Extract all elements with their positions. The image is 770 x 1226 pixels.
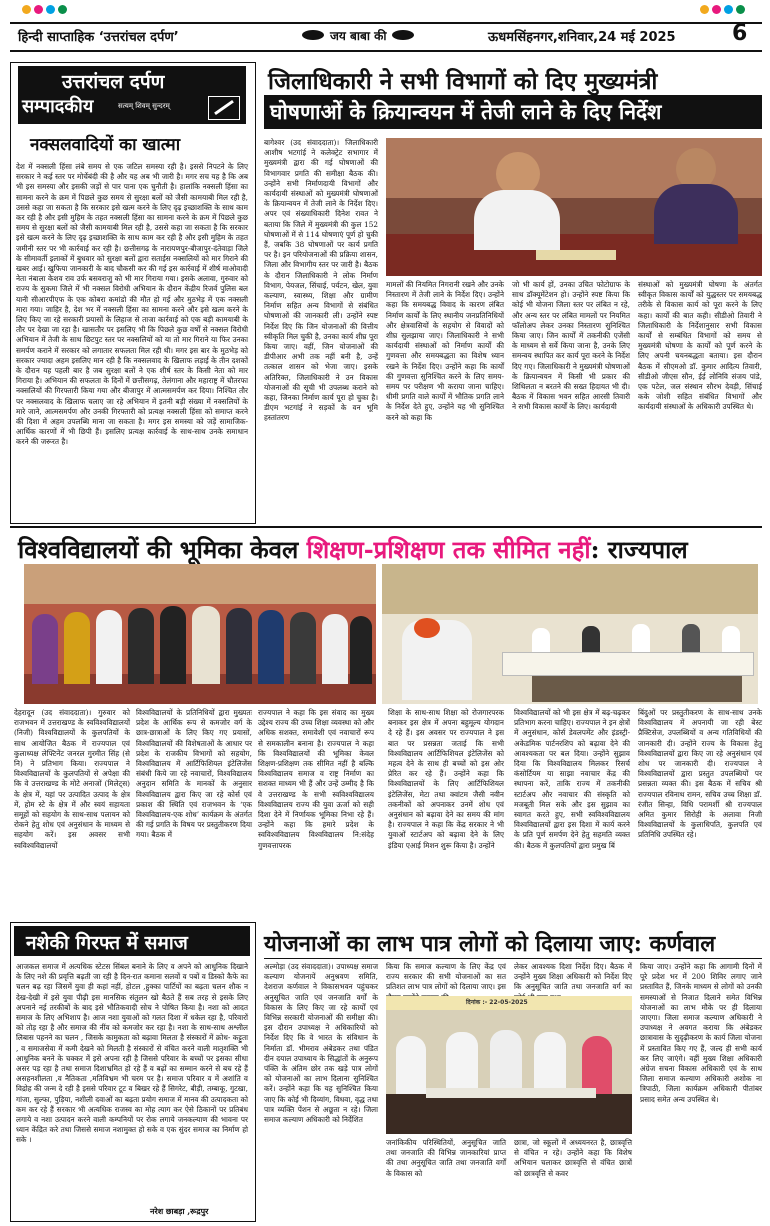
person xyxy=(128,608,154,684)
story2-headline-pink: शिक्षण-प्रशिक्षण तक सीमित नहीं xyxy=(306,535,591,564)
leaf-icon xyxy=(392,30,414,40)
person xyxy=(722,626,740,652)
story4-col2: किया कि समाज कल्याण के लिए केंद्र एवं राज्य सरकार की सभी योजनाओं का सत प्रतिशत लाभ पात्र लोगों को दिलाया जाए। इस xyxy=(386,962,506,992)
person xyxy=(290,612,316,684)
divider xyxy=(264,958,762,959)
story1-col4: संस्थाओं को मुख्यमंत्री घोषणा के अंतर्गत स्वीकृत विकास कार्यों को युद्धस्तर पर समयबद्ध तरीके से विकास कार्य को पूरा करने के लिए कहा। कार्यों की बात कही। सीडीओ तिवारी ने जिलाधिकारी के निर्देशानुसार सभी विकास कार्यों से सम्बंधित विभागों को समय से मुख्यमंत्री घोषणा के कार्यों को पूर्ण करने के लिए अपनी चयनबद्धता बताया। इस दौरान बैठक में सीएमओ डॉ. कुमार आदित्य तिवारी, सीडीओ जीएस सौन, ईई लोनिवि संजय पांडे, एक पटेल, जल संस्थान सौरभ देवड़ी, सिंचाई कके जोशी सहित संबंधित विभागों और कार्यदायी संस्थाओं के अधिकारी उपस्थित थे। xyxy=(638,280,762,412)
divider xyxy=(10,526,762,528)
masthead-center-text: जय बाबा की xyxy=(330,29,387,43)
story4-col4: किया जाए। उन्होंने कहा कि आगामी दिनों में पूरे प्रदेश भर में 200 शिविर लगाए जाने प्रस्तावित हैं, जिनके माध्यम से लोगों को उनकी समस्याओं से निजात दिलाने समेत विभिन्न योजनाओं का लाभ मौके पर ही दिलाया जाएगा। जिला समाज कल्याण अधिकारी ने उपाध्यक्ष ने अवगत कराया कि अंबेडकर छात्रावास के सुदृढ़ीकरण के कार्य जिला योजना में प्रस्तावित किए गए हैं, जल्द ही सभी कार्य कर लिए जाएंगे। वहीं मुख्य शिक्षा अधिकारी अंग्रेज सचना विकास अधिकारी एवं के साथ जिला समाज कल्याण अधिकारी अशोक ना त्रिपाठी, जिला कार्यक्रम अधिकारी पीतांबर प्रसाद समेत अन्य उपस्थित थे। xyxy=(640,962,762,1104)
editorial-label: सम्पादकीय xyxy=(22,96,94,117)
person xyxy=(96,610,122,684)
color-dot xyxy=(712,5,721,14)
color-dot xyxy=(22,5,31,14)
story2-headline xyxy=(18,533,762,566)
person xyxy=(350,616,372,684)
story2-col2: विश्वविद्यालयों के प्रतिनिधियों द्वारा मुख्यतः प्रदेश के आर्थिक रूप से कमजोर वर्ग के छात्र-छात्राओं के लिए किए गए प्रयासों, विश्वविद्यालयों की विशेषताओं के आधार पर प्रदेश के राजकीय विभागों को सहयोग, विश्वविद्यालय में आर्टिफिशियल इंटेलिजेंस संबंधी किये जा रहे नवाचारों, विश्वविद्यालय अनुदान समिति के मानकों के अनुसार विश्वविद्यालय द्वारा किए जा रहे कोर्स एवं प्रकाश की स्थिति एवं राजभवन के ‘एक विश्वविद्यालय-एक शोध’ कार्यक्रम के अंतर्गत की गई प्रगति के विषय पर प्रस्तुतीकरण दिया गया। बैठक में xyxy=(136,708,252,840)
color-dot xyxy=(58,5,67,14)
story4-col3b: छात्रा, जो स्कूलों में अध्ययनरत है, छात्रवृत्ति से वंचित न रहे। उन्होंने कहा कि विशेष अभियान चलाकर छात्रवृत्ति से वंचित छात्रों को छात्रवृत्ति से कवर xyxy=(514,1138,632,1178)
person xyxy=(654,184,738,244)
person xyxy=(64,612,90,684)
story3-body: आजकल समाज में अत्यधिक स्टेटस सिंबल बनाने के लिए व अपने को आधुनिक दिखाने के लिए नशे की प्रवृत्ति बढ़ती जा रही है दिन-रात कमाना सलवों व पबों व डिस्को कैफे का चलन बढ़ रहा जिसमें युवा ही कहां नहीं, होटल ,हुक्का पार्टियों का बढ़ता चलन शौक न देख-देखी में इसे युवा पीढ़ी इस मानसिक संतुलन खो बैठते हैं सब तरह से इसके लिए अपनाने नई तरकीबों के बाद इसे भौतिकवादी सोच ने पोषित किया है। नशा को आदत समाज के लिए अभिशाप है। आज नशा युवाओं को गलत दिशा में धकेल रहा है, परिवारों को तोड़ रहा है और समाज की नींव को कमजोर कर रहा है। नशा के साथ-साथ अश्लील लिबास पहनने का चलन , जिसके कामुकता को बढ़ावा मिलता है संस्कारों में क्रोध- कट्टुता , व समाजसेवा में कमी देखने को मिलती है संस्कारों से वंचित करने वाली मातृशक्ति भी आधुनिक बनने के चक्कर में इसे अपना रही है जिससे परिवार के बच्चों पर इसका सीधा असर पड़ रहा है तथा समाज दिशाभ्रमित हो रहे हैं व बढ़ों का सम्मान करने से बच रहे हैं असहनशीलता ,व नैतिकता ,मतिविभ्रम भी चरम पर है। समाज परिवार व में अशांति व विद्रोह की जन्म दे रही है इससे परिवार टूट व बिखर रहे हैं सिगरेट, बीड़ी, तम्बाकू, गुटखा, गांजा, सुल्फा, पुड़िया, नशीली दवाओं का बढ़ता प्रयोग समाज में मानव की उत्पादकता को कम कर रहे हैं सरकार भी अत्यधिक राजस्व का मोह त्याग कर ऐसे ठिकानों पर प्रतिबंध लगाये व नशा उत्पादन करने वाली कम्पनियों पर रोक लगाये जनकल्याण की भावना पर ध्यान केंद्रित करे तथा जिससे समाज नशामुक्त हो सके व एक सुंदर समाज का निर्माण हो सके । xyxy=(16,962,248,1145)
person xyxy=(32,614,58,684)
story1-headline-line2: घोषणाओं के क्रियान्वयन में तेजी लाने के दिए निर्देश xyxy=(270,99,662,124)
person xyxy=(534,1032,566,1096)
story2-col3: राज्यपाल ने कहा कि इस संवाद का मुख्य उद्देश्य राज्य की उच्च शिक्षा व्यवस्था को और अधिक सशक्त, समावेशी एवं नवाचारों रूप से समकालीन बनाना है। राज्यपाल ने कहा कि विश्वविद्यालयों की भूमिका केवल शिक्षण-प्रशिक्षण तक सीमित नहीं है बल्कि विश्वविद्यालय समाज व राष्ट्र निर्माण का सशक्त माध्यम भी हैं और उन्हें उम्मीद है कि वे उत्तराखण्ड के सभी स्वविश्वविद्यालय विश्वविद्यालय राज्य की युवा ऊर्जा को सही दिशा देने में निर्णायक भूमिका निभा रहे हैं। उन्होंने कहा कि हमारे प्रदेश के स्वविश्वविद्यालय विश्वविद्यालय नि:संदेह गुणवत्तापरक xyxy=(258,708,374,850)
story3-byline: नरेश छाबड़ा ,रूद्रपुर xyxy=(150,1206,209,1216)
person xyxy=(582,626,600,652)
story4-col3: लेकर आवश्यक दिशा निर्देश दिए। बैठक में उन्होंने मुख्य शिक्षा अधिकारी को निर्देश दिए कि अनुसूचित जाति तथा जनजाति वर्ग का xyxy=(514,962,632,992)
story2-headline-black: विश्वविद्यालयों की भूमिका केवल xyxy=(18,535,307,564)
masthead-right: ऊधमसिंहनगर,शनिवार,24 मई 2025 xyxy=(488,30,676,45)
story2-photo-group xyxy=(24,564,376,704)
person xyxy=(446,1032,478,1096)
story4-photo xyxy=(386,996,632,1134)
paper-name: उत्तरांचल दर्पण xyxy=(62,71,165,93)
story2-headline-end: : राज्यपाल xyxy=(590,535,688,564)
person xyxy=(322,614,348,684)
pen-icon xyxy=(208,96,240,120)
story4-banner-text: दिनांक :- 22-05-2025 xyxy=(466,999,528,1006)
person xyxy=(682,624,700,652)
color-dot xyxy=(700,5,709,14)
person xyxy=(414,618,440,638)
person xyxy=(226,608,252,684)
story2-col1: देहरादून (उद संवाददाता)। गुरुवार को राजभवन में उत्तराखण्ड के स्वविश्वविद्यालयों (निजी) विश्वविद्यालयों के कुलपतियों के साथ आयोजित बैठक में राज्यपाल एवं कुलाध्यक्ष लेफ्टिनेंट जनरल गुरमीत सिंह (से नि) ने प्रतिभाग किया। राज्यपाल ने विश्वविद्यालयों के कुलपतियों से अपेक्षा की कि वे उत्तराखण्ड के मोटे अनाजों (मिलेट्स) के क्षेत्र में, यहां पर उत्पादित उत्पाद के क्षेत्र में, होम स्टे के क्षेत्र में और स्वयं सहायता समूहों को सहयोग के साथ-साथ पलायन को रोकने हेतु शोध एवं अनुसंधान के माध्यम से सहयोग करें। इस अवसर सभी स्वविश्वविद्यालयों xyxy=(14,708,130,850)
color-dot xyxy=(34,5,43,14)
editorial-title: नक्सलवादियों का खात्मा xyxy=(30,135,181,155)
person xyxy=(490,1030,522,1096)
masthead-left: हिन्दी साप्ताहिक ‘उत्तरांचल दर्पण’ xyxy=(18,30,179,45)
person xyxy=(632,624,650,652)
masthead-center xyxy=(302,27,414,44)
person xyxy=(474,190,560,250)
story3-headline: नशेकी गिरफ्त में समाज xyxy=(26,932,188,954)
editorial-motto: सत्यम् शिवम् सुन्दरम् xyxy=(118,102,170,110)
person xyxy=(396,1036,426,1096)
story1-col2: मामलों की नियमित निगरानी रखने और उनके निस्तारण में तेजी लाने के निर्देश दिए। उन्होंने कहा कि समयबद्ध विवाद के कारण लंबित निर्माण कार्यों के लिए स्थानीय जनप्रतिनिधियों और क्षेत्रवासियों के सहयोग से विवादों को शीघ्र सुलझाया जाए। जिलाधिकारी ने सभी कार्यदायी संस्थाओं को निर्माण कार्यों की गुणवत्ता और समयबद्धता का विशेष ध्यान रखने के निर्देश दिए। उन्होंने कहा कि कार्यों की गुणवत्ता सुनिश्चित करने के लिए समय-समय पर परीक्षण भी कराया जाना चाहिए। धीमी प्रगति वाले कार्यों में भौतिक प्रगति लाने के निर्देश देते हुए, उन्होंने यह भी सुनिश्चित करने को कहा कि xyxy=(386,280,504,422)
color-dot xyxy=(46,5,55,14)
story2-col5: विश्वविद्यालयों को भी इस क्षेत्र में बढ़-चढ़कर प्रतिभाग करना चाहिए। राज्यपाल ने इन क्षेत्रों में अनुसंधान, कोर्स डेवलपमेंट और इंडस्ट्री-अकेडमिक पार्टनरशिप को बढ़ावा देने की आवश्यकता पर बल दिया। उन्होंने सुझाव दिया कि विश्वविद्यालय मिलकर रिसर्च कंसोर्टियम या साझा नवाचार केंद्र की स्थापना करें, ताकि राज्य में तकनीकी स्टार्टअप और नवाचार की संस्कृति को मजबूती मिल सके और इस सुझाव का स्वागत करते हुए, सभी स्वविश्वविद्यालय विश्वविद्यालयों द्वारा इस दिशा में कार्य करने के प्रति पूर्ण समर्पण देने हेतु सहमति व्यक्त की। बैठक में कुलपतियों द्वारा प्रमुख बिं xyxy=(514,708,630,850)
story4-col1: अल्मोड़ा (उद संवाददाता)। उपाध्यक्ष समाज कल्याण योजनायें अनुश्रवण समिति, देशराज कर्णवाल ने विकासभवन पहुंचकर अनुसूचित जाति एवं जनजाति वर्गों के विकास के लिए किए जा रहे कार्यों एवं विभिन्न सरकारी योजनाओं की समीक्षा की। इस दौरान उपाध्यक्ष ने अधिकारियों को निर्देश दिए कि वे भारत के संविधान के निर्माता डॉ. भीमराव अंबेडकर तथा पंडित दीन दयाल उपाध्याय के सिद्धांतों के अनुरूप पंक्ति के अंतिम छोर तक खड़े पात्र लोगों को योजनाओं का लाभ दिलाना सुनिश्चित करें। उन्होंने कहा कि यह सुनिश्चित किया जाए कि कोई भी दिव्यांग, विधवा, वृद्ध तथा पात्र व्यक्ति पेंशन से अछूता न रहे। जिला समाज कल्याण अधिकारी को निर्देशित xyxy=(264,962,378,1125)
color-dot xyxy=(736,5,745,14)
person xyxy=(532,628,550,652)
story2-photo-meeting xyxy=(382,564,758,704)
page-number: 6 xyxy=(732,21,748,46)
person xyxy=(258,610,284,684)
person xyxy=(160,606,186,684)
story1-col3: जो भी कार्य हों, उनका उचित फोटोग्राफ के साथ डॉक्यूमेंटेशन हो। उन्होंने स्पष्ट किया कि कोई भी योजना जिला स्तर पर लंबित न रहे, और अन्य स्तर पर लंबित मामलों पर नियमित फॉलोअप लेकर उनका निस्तारण सुनिश्चित किया जाए। जिन कार्यों में तकनीकी एजेंसी के माध्यम से सर्वे किया जाना है, उनके लिए समन्वय स्थापित कर कार्य पूरा करने के निर्देश दिए गए। जिलाधिकारी ने मुख्यमंत्री घोषणाओं के क्रियान्वयन में किसी भी प्रकार की शिथिलता न बरतने की सख्त हिदायत भी दी। बैठक में विकास भवन सहित आरसी तिवारी ने सभी विकास कार्यों के लिए। कार्यदायी xyxy=(512,280,630,412)
color-dot xyxy=(724,5,733,14)
masthead xyxy=(10,22,762,52)
story1-headline-line1: जिलाधिकारी ने सभी विभागों को दिए मुख्यमंत्री xyxy=(268,68,658,95)
story4-headline: योजनाओं का लाभ पात्र लोगों को दिलाया जाए: कर्णवाल xyxy=(264,931,716,957)
story2-col4: शिक्षा के साथ-साथ शिक्षा को रोजगारपरक बनाकर इस क्षेत्र में अपना बहुमूल्य योगदान दे रहे हैं। इस अवसर पर राज्यपाल ने इस बात पर प्रसन्नता जताई कि सभी विश्वविद्यालय आर्टिफिशियल इंटेलिजेंस को महत्व देने के साथ ही बच्चों को इस ओर प्रेरित कर रहे हैं। उन्होंने कहा कि विश्वविद्यालयों के लिए आर्टिफिशियल इंटेलिजेंस, मेटा तथा क्वांटम जैसी नवीन तकनीकों को अपनाकर उनमें शोध एवं अनुसंधान को बढ़ावा देने का समय की मांग है। राज्यपाल ने कहा कि केंद्र सरकार ने भी युवाओं स्टार्टअप को बढ़ावा देने के लिए इंडिया एआई मिशन शुरू किया है। उन्होंने xyxy=(388,708,504,850)
leaf-icon xyxy=(302,30,324,40)
person xyxy=(192,606,220,684)
story4-col2b: जनांकिकीय परिस्थितियों, अनुसूचित जाति तथा जनजाति की विभिन्न जानकारियां प्राप्त की तथा अनुसूचित जाति तथा जनजाति वर्गों के विकास को xyxy=(386,1138,506,1178)
story1-col1: बागेश्वर (उद संवाददाता)। जिलाधिकारी आशीष भटगांई ने कलेक्ट्रेट सभागार में मुख्यमंत्री द्वारा की गई घोषणाओं की विभागवार प्रगति की समीक्षा बैठक की। उन्होंने सभी निर्माणदायी विभागों और कार्यदायी संस्थाओं को मुख्यमंत्री घोषणाओं के क्रियान्वयन में तेजी लाने के निर्देश दिए। अपर एवं संख्याधिकारी दिनेश रावत ने बताया कि जिले में मुख्यमंत्री की कुल 152 घोषणाओं में से 114 घोषणाएं पूर्ण हो चुकी हैं, जबकि 38 घोषणाओं पर कार्य प्रगति पर है। इन परियोजनाओं की प्रक्रिया शासन, जिला और विभागीय स्तर पर जारी है। बैठक के दौरान जिलाधिकारी ने लोक निर्माण विभाग, पेयजल, सिंचाई, पर्यटन, खेल, युवा कल्याण, स्वास्थ्य, शिक्षा और ग्रामीण निर्माण सहित अन्य विभागों से संबंधित घोषणाओं की जानकारी ली। उन्होंने स्पष्ट निर्देश दिए कि जिन योजनाओं की वित्तीय स्वीकृति मिल चुकी है, उनका कार्य शीघ्र पूरा किया जाए। वहीं, जिन योजनाओं की डीपीआर अभी तक नहीं बनी है, उन्हें तत्काल शासन को भेजा जाए। इसके अतिरिक्त, जिलाधिकारी ने उन विकास योजनाओं की सूची भी उपलब्ध कराने को कहा, जिनका निर्माण कार्य पूरा हो चुका है। डीएम भटगांई ने सड़कों के वन भूमि हस्तांतरण xyxy=(264,138,378,423)
story1-photo xyxy=(386,138,762,276)
story2-col6: बिंदुओं पर प्रस्तुतीकरण के साथ-साथ उनके विश्वविद्यालय में अपनायी जा रही बेस्ट प्रैक्टिसेज, उपलब्धियों व अन्य गतिविधियों की जानकारी दी। उन्होंने राज्य के विकास हेतु विश्वविद्यालयों द्वारा किए जा रहे अनुसंधान एवं शोध पर जानकारी दी। राज्यपाल ने विश्वविद्यालयों द्वारा प्रस्तुत उपलब्धियों पर प्रसन्नता व्यक्त की। इस बैठक में सचिव श्री राज्यपाल रविनाथ रामन, सचिव उच्च शिक्षा डॉ. रंजीत सिन्हा, विधि परामर्शी श्री राज्यपाल अमित कुमार सिरोही के अलावा निजी विश्वविद्यालयों के कुलाधिपति, कुलपति एवं प्रतिनिधि उपस्थित रहे। xyxy=(638,708,762,840)
editorial-body: देश में नक्सली हिंसा लंबे समय से एक जटिल समस्या रही है। इससे निपटने के लिए सरकार ने कई स्तर पर मोर्चेबंदी की है और यह अब भी जारी है। मगर सच यह है कि अब भी इस समस्या और इसकी जड़ों से पार पाना एक चुनौती है। हालांकि नक्सली हिंसा का सामना करने के क्रम में पिछले कुछ समय से सुरक्षा बलों को जैसी कामयाबी मिल रही है, उससे कहा जा सकता है कि सरकार इसे खत्म करने के लिए दृढ़ इच्छाशक्ति के साथ काम कर रही है और इसी मुहिम के तहत नक्सली हिंसा का सामना करने के क्रम में पिछले कुछ समय से सुरक्षा बलों को जैसी कामयाबी मिल रही है, उससे कहा जा सकता है कि सरकार इसे खत्म करने के लिए दृढ़ इच्छाशक्ति के साथ काम कर रही है और इसी मुहिम के तहत जमीनी स्तर पर भी कार्रवाई कर रही है। छत्तीसगढ़ के नारायणपुर-बीजापुर-दंतेवाड़ा जिले के सीमावर्ती इलाकों में बुधवार को सुरक्षा बलों द्वारा सताईस नक्सलियों को मार गिराने की खबर आई। खुफिया जानकारी के बाद चौकसी कर की गई इस कार्रवाई में शीर्ष माओवादी नेता नंबाला केशव राव उर्फ बसवराजु को भी मार गिराया गया। इसके अलावा, गुरुवार को राज्य के सुकमा जिले में भी नक्सल विरोधी अभियान के दौरान केंद्रीय रिजर्व पुलिस बल यानी सीआरपीएफ के एक कोबरा कमांडो की मौत हो गई और मुठभेड़ में एक नक्सली मारा गया। जाहिर है, देश भर में नक्सली हिंसा का सामना करने और इसे खत्म करने के लिए किए जा रहे सरकारी प्रयासों के लिहाज से ताजा कार्रवाई को एक बड़ी कामयाबी के तौर पर देखा जा रहा है। खासतौर पर इसलिए भी कि पिछले कुछ वर्षों से नक्सल विरोधी अभियान में तेजी के साथ छिटपुट स्तर पर नक्सलियों को या तो मार गिराने या फिर उनका समर्पण कराने में सरकार को लगातार सफलता मिल रही थी। मगर इस बार के मुठभेड़ को सरकार ज्यादा अहम इसलिए मान रही है कि नक्सलवाद के खिलाफ लड़ाई के तीन दशकों के दौरान यह पहली बार है जब सुरक्षा बलों ने एक शीर्ष स्तर के किसी नेता को मार गिराया है। अभियान की सफलता के दिनों में छत्तीसगढ़, तेलंगाना और महाराष्ट्र में चौतरफा नक्सलियों की गिरफ्तारी किया गया और बीजापुर में आत्मसमर्पण कर दिया। निश्चित तौर पर नक्सलवाद के खिलाफ चलाए जा रहे अभियान में इतनी बड़ी संख्या में नक्सलियों के मारे जाने, आत्मसमर्पण और उनकी गिरफ्तारी को प्रत्यक्ष नक्सली हिंसा को समाप्त करने की दिशा में अहम उपलब्धि माना जा सकता है। मगर इस समस्या को जड़ें सामाजिक-आर्थिक कारणों में भी छिपी हैं। इसलिए प्रत्यक्ष कार्रवाई के साथ-साथ उनके समाधान करने की जरूरत है। xyxy=(16,162,248,447)
person xyxy=(582,1036,612,1096)
